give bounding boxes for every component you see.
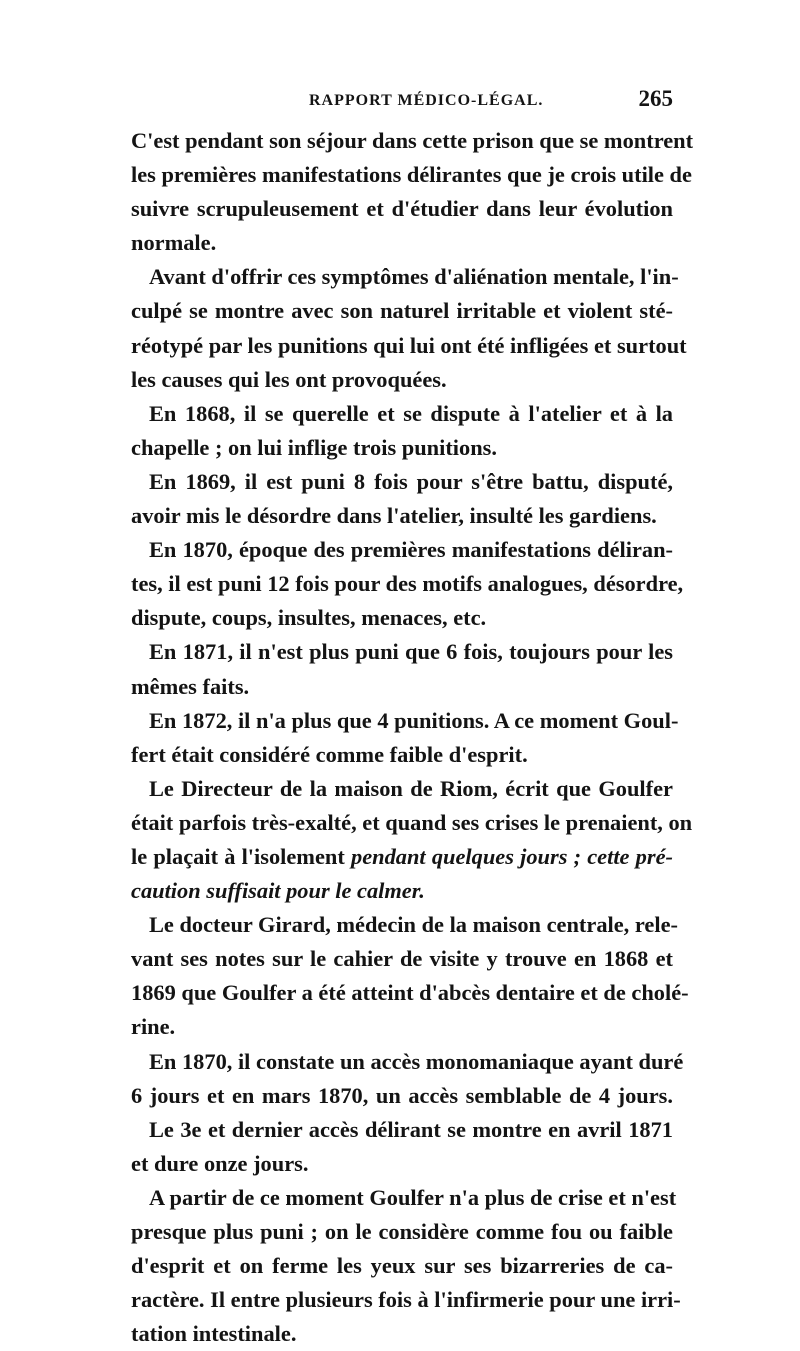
text-line: C'est pendant son séjour dans cette prison que se montrent (131, 128, 694, 153)
text-line: En 1870, époque des premières manifestations déliran- (149, 537, 673, 563)
text-line: les causes qui les ont provoquées. (131, 366, 447, 392)
text-line: Le Directeur de la maison de Riom, écrit que Goulfer (149, 775, 673, 801)
text-line: En 1869, il est puni 8 fois pour s'être battu, disputé, (149, 468, 673, 494)
text-line: d'esprit et on ferme les yeux sur ses bizarreries de ca- (131, 1253, 673, 1279)
text-line: et dure onze jours. (131, 1150, 309, 1176)
text-line: fert était considéré comme faible d'esprit. (131, 741, 528, 767)
text-line: 6 jours et en mars 1870, un accès semblable de 4 jours. (131, 1082, 673, 1108)
text-line: Le 3e et dernier accès délirant se montre en avril 1871 (149, 1116, 673, 1142)
text-line: normale. (131, 230, 217, 256)
text-line: ractère. Il entre plusieurs fois à l'infirmerie pour une irri- (131, 1287, 681, 1313)
text-line: suivre scrupuleusement et d'étudier dans leur évolution (131, 196, 673, 222)
text-line: En 1870, il constate un accès monomaniaque ayant duré (149, 1048, 684, 1074)
text-line: En 1868, il se querelle et se dispute à l'atelier et à la (149, 400, 673, 426)
text-line: les premières manifestations délirantes que je crois utile de (131, 162, 692, 188)
text-line: presque plus puni ; on le considère comme fou ou faible (131, 1219, 673, 1244)
running-head: RAPPORT MÉDICO-LÉGAL. (309, 92, 544, 109)
page-header (131, 86, 673, 120)
text-line: tation intestinale. (131, 1321, 297, 1347)
text-line: dispute, coups, insultes, menaces, etc. (131, 605, 487, 631)
body-text (131, 124, 694, 1351)
text-line: rine. (131, 1014, 176, 1040)
text-line: vant ses notes sur le cahier de visite y trouve en 1868 et (131, 946, 673, 972)
text-line: réotypé par les punitions qui lui ont été infligées et surtout (131, 332, 687, 358)
text-line: Le docteur Girard, médecin de la maison centrale, rele- (149, 912, 678, 938)
text-run: le plaçait à l'isolement (131, 843, 345, 869)
text-line: culpé se montre avec son naturel irritable et violent sté- (131, 298, 673, 324)
italic-text-line: caution suffisait pour le calmer. (131, 878, 425, 904)
text-line: En 1871, il n'est plus puni que 6 fois, toujours pour les (149, 639, 673, 665)
text-line: 1869 que Goulfer a été atteint d'abcès dentaire et de cholé- (131, 980, 689, 1006)
text-line: était parfois très-exalté, et quand ses crises le prenaient, on (131, 809, 693, 835)
page-number: 265 (638, 86, 673, 111)
italic-text-run: pendant quelques jours ; cette pré- (351, 843, 673, 869)
text-line (131, 840, 673, 874)
text-line: avoir mis le désordre dans l'atelier, insulté les gardiens. (131, 503, 657, 529)
text-line: tes, il est puni 12 fois pour des motifs analogues, désordre, (131, 571, 684, 597)
text-line: A partir de ce moment Goulfer n'a plus de crise et n'est (149, 1184, 677, 1210)
text-line: mêmes faits. (131, 673, 250, 699)
text-line: En 1872, il n'a plus que 4 punitions. A ce moment Goul- (149, 707, 679, 733)
text-line: chapelle ; on lui inflige trois punitions. (131, 434, 497, 460)
text-line: Avant d'offrir ces symptômes d'aliénation mentale, l'in- (149, 264, 679, 290)
